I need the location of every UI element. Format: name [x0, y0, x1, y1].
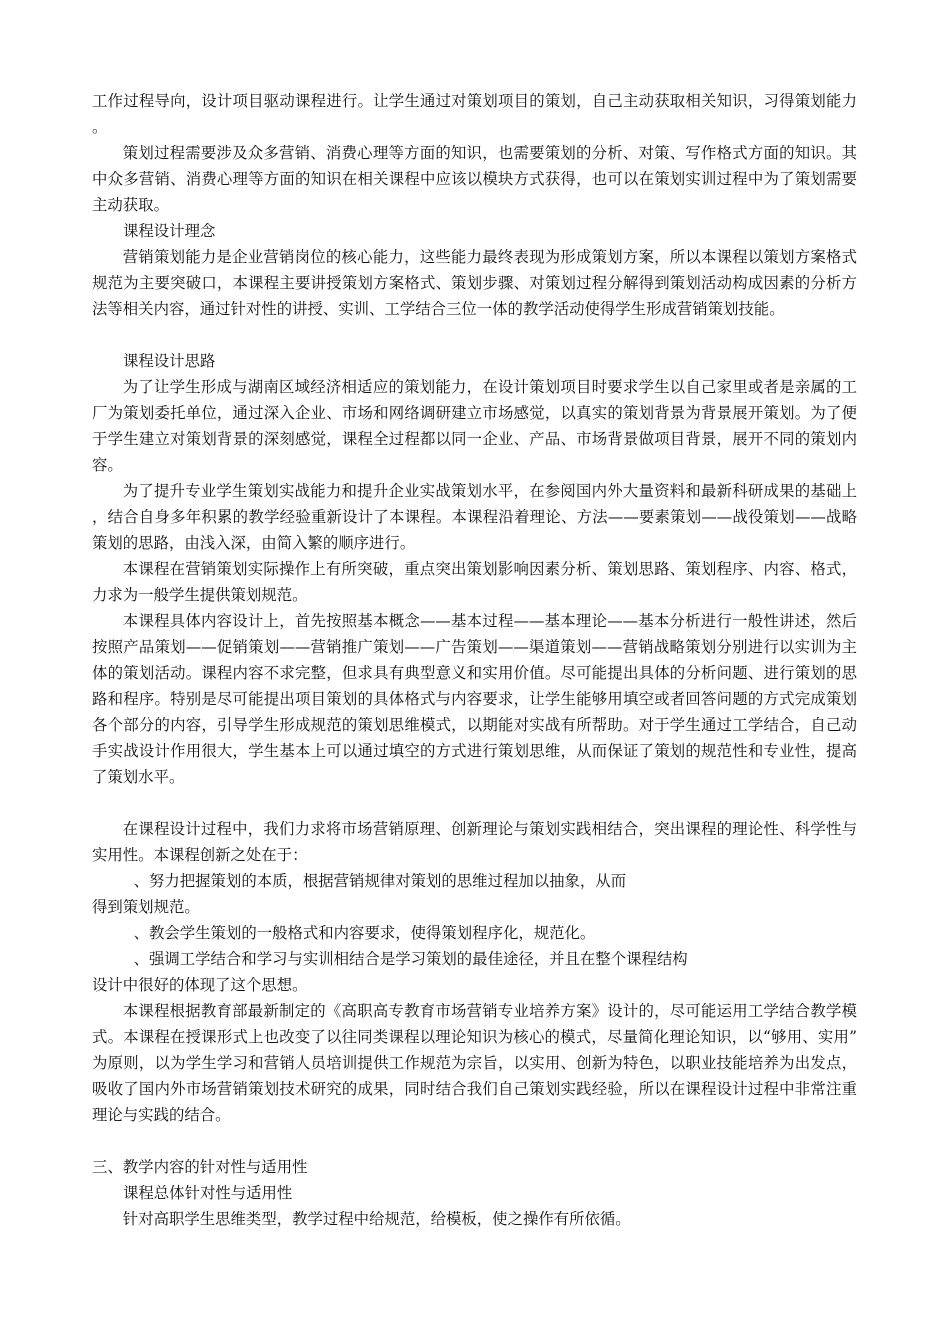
paragraph-content-design: 本课程具体内容设计上，首先按照基本概念——基本过程——基本理论——基本分析进行一般性讲述，然后按照产品策划——促销策划——营销推广策划——广告策划——渠道策划——营销战略策划分别进行以实训为主体的策划活动。课程内容不求完整，但求具有典型意义和实用价值。尽可能提出具体的分析问题、进行策划的思路和程序。特别是尽可能提出项目策划的具体格式与内容要求，让学生能够用填空或者回答问题的方式完成策划各个部分的内容，引导学生形成规范的策划思维模式，以期能对实战有所帮助。对于学生通过工学结合，自己动手实战设计作用很大，学生基本上可以通过填空的方式进行策划思维，从而保证了策划的规范性和专业性，提高了策划水平。 — [92, 612, 857, 786]
paragraph-innovation-intro: 在课程设计过程中，我们力求将市场营销原理、创新理论与策划实践相结合，突出课程的理论性、科学性与实用性。本课程创新之处在于： — [92, 820, 857, 864]
paragraph-curriculum-basis: 本课程根据教育部最新制定的《高职高专教育市场营销专业培养方案》设计的，尽可能运用工学结合教学模式。本课程在授课形式上也改变了以往同类课程以理论知识为核心的模式，尽量简化理论知识，以“够用、实用”为原则，以为学生学习和营销人员培训提供工作规范为宗旨，以实用、创新为特色，以职业技能培养为出发点，吸收了国内外市场营销策划技术研究的成果，同时结合我们自己策划实践经验，所以在课程设计过程中非常注重理论与实践的结合。 — [92, 1002, 857, 1124]
paragraph-breakthrough: 本课程在营销策划实际操作上有所突破，重点突出策划影响因素分析、策划思路、策划程序、内容、格式，力求为一般学生提供策划规范。 — [92, 560, 857, 604]
heading-overall-applicability: 课程总体针对性与适用性 — [123, 1184, 293, 1202]
paragraph-regional-ability: 为了让学生形成与湖南区域经济相适应的策划能力，在设计策划项目时要求学生以自己家里或者是亲属的工厂为策划委托单位，通过深入企业、市场和网络调研建立市场感觉，以真实的策划背景为背景展开策划。为了便于学生建立对策划背景的深刻感觉，课程全过程都以同一企业、产品、市场背景做项目背景，展开不同的策划内容。 — [92, 378, 857, 474]
heading-design-approach: 课程设计思路 — [123, 352, 216, 370]
innovation-list — [92, 868, 857, 998]
innovation-list-item: 、强调工学结合和学习与实训相结合是学习策划的最佳途径，并且在整个课程结构 设计中很好的体现了这个思想。 — [92, 950, 688, 994]
paragraph-design-concept: 营销策划能力是企业营销岗位的核心能力，这些能力最终表现为形成策划方案，所以本课程以策划方案格式规范为主要突破口，本课程主要讲授策划方案格式、策划步骤、对策划过程分解得到策划活动构成因素的分析方法等相关内容，通过针对性的讲授、实训、工学结合三位一体的教学活动使得学生形成营销策划技能。 — [92, 248, 857, 318]
innovation-list-item: 、教会学生策划的一般格式和内容要求，使得策划程序化，规范化。 — [133, 924, 596, 942]
paragraph-applicability: 针对高职学生思维类型，教学过程中给规范，给模板，使之操作有所依循。 — [122, 1210, 631, 1228]
paragraph-redesign: 为了提升专业学生策划实战能力和提升企业实战策划水平，在参阅国内外大量资料和最新科研成果的基础上，结合自身多年积累的教学经验重新设计了本课程。本课程沿着理论、方法——要素策划——战役策划——战略策划的思路，由浅入深，由简入繁的顺序进行。 — [92, 482, 857, 552]
heading-section-three: 三、教学内容的针对性与适用性 — [92, 1158, 308, 1176]
heading-design-concept: 课程设计理念 — [123, 222, 216, 240]
paragraph-planning-knowledge: 策划过程需要涉及众多营销、消费心理等方面的知识，也需要策划的分析、对策、写作格式方面的知识。其中众多营销、消费心理等方面的知识在相关课程中应该以模块方式获得，也可以在策划实训过程中为了策划需要主动获取。 — [92, 144, 857, 214]
paragraph-work-process: 工作过程导向，设计项目驱动课程进行。让学生通过对策划项目的策划，自己主动获取相关知识，习得策划能力。 — [92, 92, 857, 136]
innovation-list-item: 、努力把握策划的本质，根据营销规律对策划的思维过程加以抽象，从而 得到策划规范。 — [92, 872, 627, 916]
